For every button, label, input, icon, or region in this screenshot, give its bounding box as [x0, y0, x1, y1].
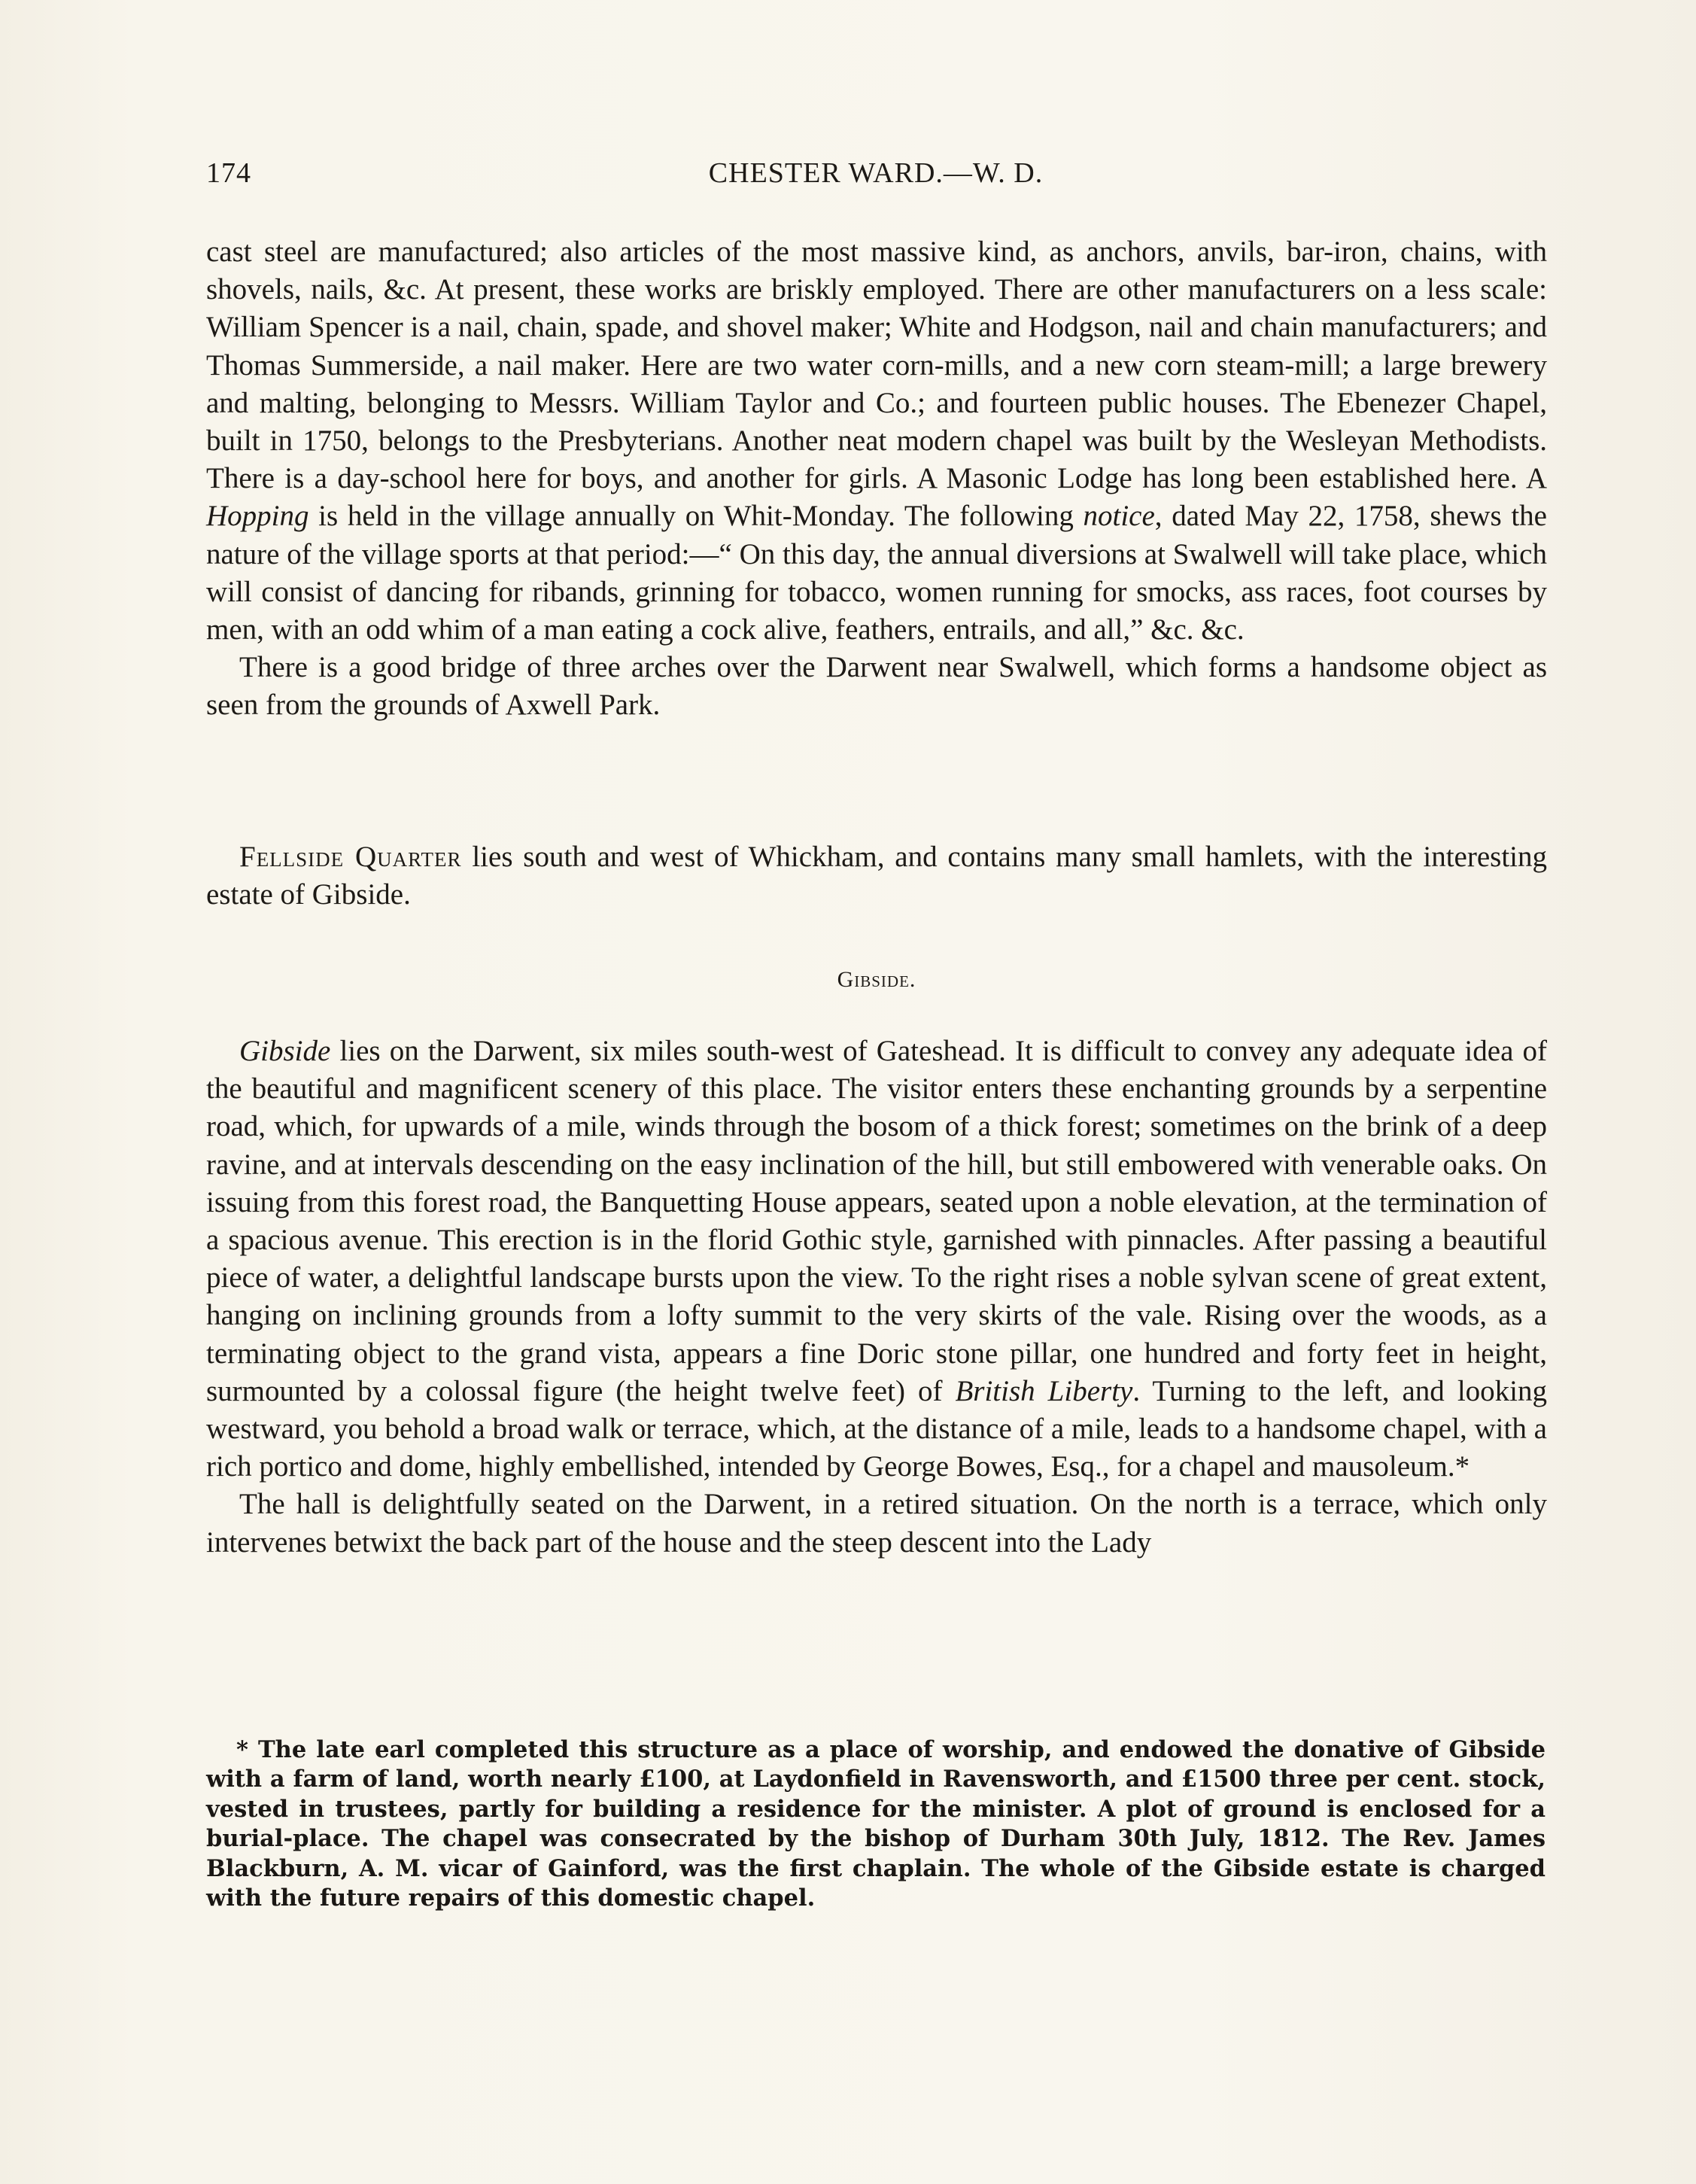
paragraph-fellside-quarter: Fellside Quarter lies south and west of Whickham, and contains many small hamlets, with the interesting estate of Gibside.: [206, 841, 1547, 911]
footnote: [206, 1735, 1546, 1913]
paragraph-hall: The hall is delightfully seated on the Darwent, in a retired situation. On the north is a terrace, which only intervenes betwixt the back part of the house and the steep descent into the Lady: [206, 1488, 1547, 1559]
text-block-swalwell: [206, 233, 1547, 725]
page-header: [206, 157, 1546, 202]
footnote-text: * The late earl completed this structure as a place of worship, and endowed the donative of Gibside with a farm of land, worth nearly £100, at Laydonfield in Ravensworth, and £1500 three per cent. stock, vested in trustees, partly for building a residence for the minister. A plot of ground is enclosed for a burial-place. The chapel was consecrated by the bishop of Durham 30th July, 1812. The Rev. James Blackburn, A. M. vicar of Gainford, was the first chaplain. The whole of the Gibside estate is charged with the future repairs of this domestic chapel.: [206, 1736, 1546, 1912]
section-heading-gibside: Gibside.: [837, 967, 916, 992]
text-block-fellside: [206, 838, 1547, 914]
paragraph-bridge: There is a good bridge of three arches over the Darwent near Swalwell, which forms a handsome object as seen from the grounds of Axwell Park.: [206, 651, 1547, 722]
text-block-gibside: [206, 1033, 1547, 1562]
page-number: 174: [206, 157, 251, 189]
italic-british-liberty: British Liberty: [955, 1374, 1133, 1407]
fellside-quarter-term: Fellside Quarter: [239, 841, 462, 873]
paragraph-swalwell-industry: cast steel are manufactured; also articles of the most massive kind, as anchors, anvils, bar-iron, chains, with shovels, nails, &c. At present, these works are briskly employed. There are other manufacturers on a less scale: William Spencer is a nail, chain, spade, and shovel maker; White and Hodgson, nail and chain manufacturers; and Thomas Summerside, a nail maker. Here are two water corn-mills, and a new corn steam-mill; a large brewery and malting, belonging to Messrs. William Taylor and Co.; and fourteen public houses. The Ebenezer Chapel, built in 1750, belongs to the Presbyterians. Another neat modern chapel was built by the Wesleyan Methodists. There is a day-school here for boys, and another for girls. A Masonic Lodge has long been established here. A Hopping is held in the village annually on Whit-Monday. The following notice, dated May 22, 1758, shews the nature of the village sports at that period:—“ On this day, the annual diversions at Swalwell will take place, which will consist of dancing for ribands, grinning for tobacco, women running for smocks, ass races, foot courses by men, with an odd whim of a man eating a cock alive, feathers, entrails, and all,” &c. &c.: [206, 236, 1547, 646]
paragraph-gibside-description: Gibside lies on the Darwent, six miles south-west of Gateshead. It is difficult to convey any adequate idea of the beautiful and magnificent scenery of this place. The visitor enters these enchanting grounds by a serpentine road, which, for upwards of a mile, winds through the bosom of a thick forest; sometimes on the brink of a deep ravine, and at intervals descending on the easy inclination of the hill, but still embowered with venerable oaks. On issuing from this forest road, the Banquetting House appears, seated upon a noble elevation, at the termination of a spacious avenue. This erection is in the florid Gothic style, garnished with pinnacles. After passing a beautiful piece of water, a delightful landscape bursts upon the view. To the right rises a noble sylvan scene of great extent, hanging on inclining grounds from a lofty summit to the very skirts of the vale. Rising over the woods, as a terminating object to the grand vista, appears a fine Doric stone pillar, one hundred and forty feet in height, surmounted by a colossal figure (the height twelve feet) of British Liberty. Turning to the left, and looking westward, you behold a broad walk or terrace, which, at the distance of a mile, leads to a handsome chapel, with a rich portico and dome, highly embellished, intended by George Bowes, Esq., for a chapel and mausoleum.*: [206, 1035, 1547, 1483]
italic-hopping: Hopping: [206, 500, 309, 533]
italic-notice: notice: [1083, 500, 1155, 533]
italic-gibside: Gibside: [239, 1035, 331, 1067]
running-head: CHESTER WARD.—W. D.: [708, 157, 1044, 189]
